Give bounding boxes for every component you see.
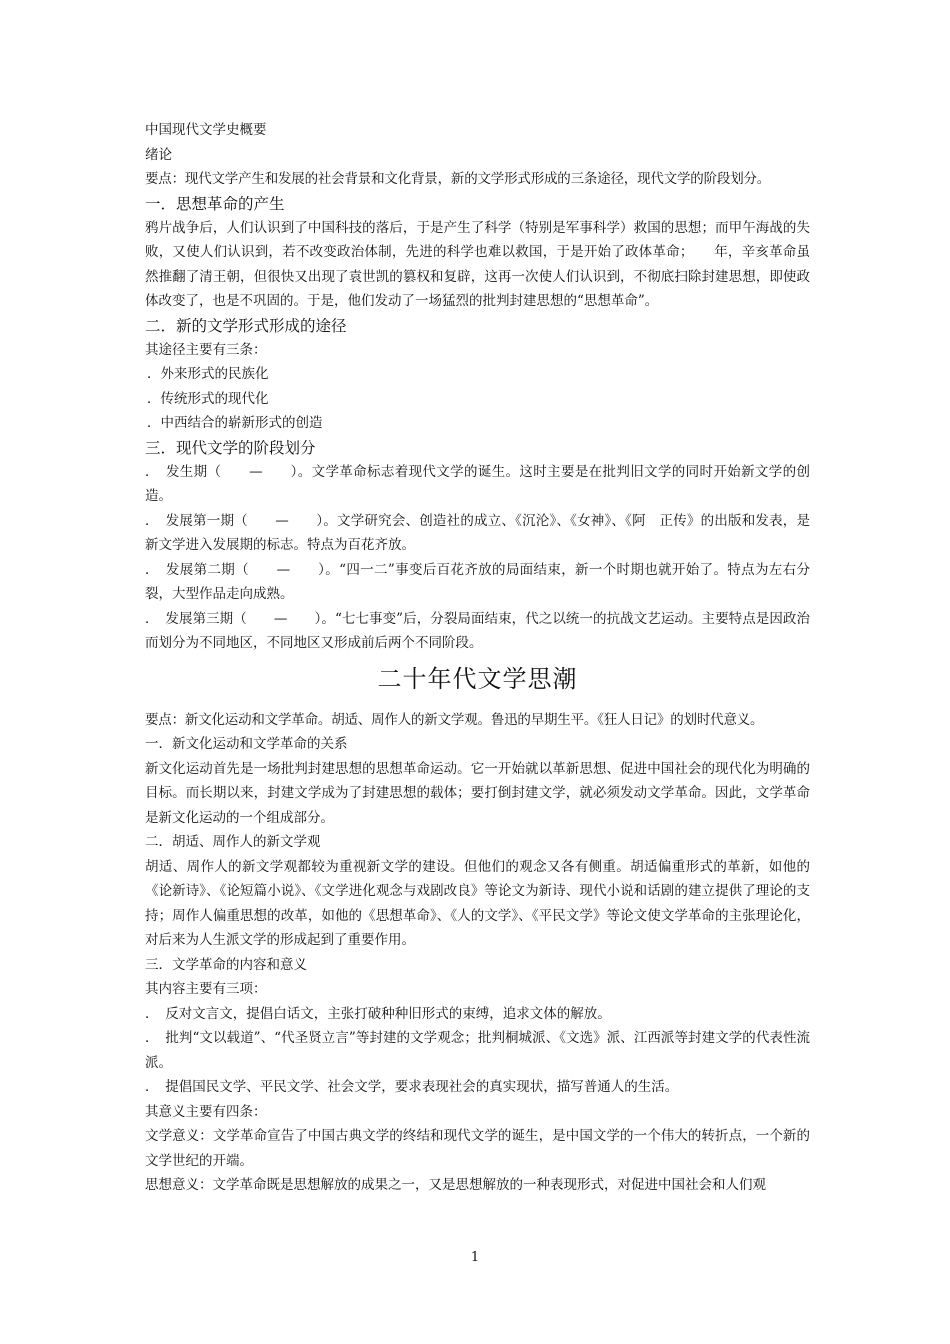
section-heading: 三．现代文学的阶段划分 xyxy=(145,438,316,457)
paragraph: 新文化运动首先是一场批判封建思想的思想革命运动。它一开始就以革新思想、促进中国社会的现代化为明确的目标。而长期以来，封建文学成为了封建思想的载体；要打倒封建文学，就必须发动文学革命。因此，文学革命是新文化运动的一个组成部分。 xyxy=(145,760,810,826)
section-body: 鸦片战争后，人们认识到了中国科技的落后，于是产生了科学（特别是军事科学）救国的思想；而甲午海战的失败，又使人们认识到，若不改变政治体制，先进的科学也难以救国，于是开始了政体革命； 年，辛亥革命虽然推翻了清王朝，但很快又出现了袁世凯的篡权和复辟，这再一次使人们认识到，不彻底扫除封建思想，即使政体改变了，也是不巩固的。于是，他们发动了一场猛烈的批判封建思想的“思想革命”。 xyxy=(145,219,810,309)
subsection-heading: 二．胡适、周作人的新文学观 xyxy=(145,834,321,850)
subsection-heading: 一．新文化运动和文学革命的关系 xyxy=(145,736,348,752)
list-item: ． 批判“文以载道”、“代圣贤立言”等封建的文学观念；批判桐城派、《文选》派、江西派等封建文学的代表性流派。 xyxy=(145,1030,810,1071)
paragraph: 其意义主要有四条： xyxy=(145,1103,267,1120)
page-number: 1 xyxy=(470,1250,480,1265)
paragraph: 文学意义：文学革命宣告了中国古典文学的终结和现代文学的诞生，是中国文学的一个伟大的转折点，一个新的文学世纪的开端。 xyxy=(145,1128,810,1169)
list-item: ．外来形式的民族化 xyxy=(147,366,269,382)
section-heading: 一．思想革命的产生 xyxy=(145,194,285,213)
page-content xyxy=(145,118,810,1198)
chapter-keypoints: 要点：新文化运动和文学革命。胡适、周作人的新文学观。鲁迅的早期生平。《狂人日记》的划时代意义。 xyxy=(145,711,764,728)
list-item: ． 反对文言文，提倡白话文，主张打破种种旧形式的束缚，追求文体的解放。 xyxy=(145,1005,611,1022)
period-item: ． 发展第一期（ — ）。文学研究会、创造社的成立、《沉沦》、《女神》、《阿 正传》的出版和发表，是新文学进入发展期的标志。特点为百花齐放。 xyxy=(145,512,810,553)
list-item: ．中西结合的崭新形式的创造 xyxy=(147,415,323,431)
paragraph: 胡适、周作人的新文学观都较为重视新文学的建设。但他们的观念又各有侧重。胡适偏重形式的革新，如他的《论新诗》、《论短篇小说》、《文学进化观念与戏剧改良》等论文为新诗、现代小说和话剧的建立提供了理论的支持；周作人偏重思想的改革，如他的《思想革命》、《人的文学》、《平民文学》等论文使文学革命的主张理论化，对后来为人生派文学的形成起到了重要作用。 xyxy=(145,858,810,948)
list-item: ． 提倡国民文学、平民文学、社会文学，要求表现社会的真实现状，描写普通人的生活。 xyxy=(145,1079,679,1095)
chapter-title: 二十年代文学思潮 xyxy=(377,664,578,693)
list-item: ．传统形式的现代化 xyxy=(147,390,269,407)
section-heading: 二．新的文学形式形成的途径 xyxy=(145,316,347,335)
paragraph: 思想意义：文学革命既是思想解放的成果之一，又是思想解放的一种表现形式，对促进中国社会和人们观 xyxy=(145,1177,766,1193)
period-item: ． 发展第三期（ — ）。“七七事变”后，分裂局面结束，代之以统一的抗战文艺运动。主要特点是因政治而划分为不同地区，不同地区又形成前后两个不同阶段。 xyxy=(145,610,810,651)
subsection-heading: 三．文学革命的内容和意义 xyxy=(145,956,307,973)
intro-keypoints: 要点：现代文学产生和发展的社会背景和文化背景，新的文学形式形成的三条途径，现代文学的阶段划分。 xyxy=(145,171,771,187)
paragraph: 其途径主要有三条： xyxy=(145,341,267,358)
period-item: ． 发生期（ — ）。文学革命标志着现代文学的诞生。这时主要是在批判旧文学的同时开始新文学的创造。 xyxy=(145,463,810,504)
intro-heading: 绪论 xyxy=(145,146,172,163)
document-title: 中国现代文学史概要 xyxy=(145,122,267,138)
paragraph: 其内容主要有三项： xyxy=(145,981,267,997)
period-item: ． 发展第二期（ — ）。“四一二”事变后百花齐放的局面结束，新一个时期也就开始了。特点为左右分裂，大型作品走向成熟。 xyxy=(145,561,810,602)
